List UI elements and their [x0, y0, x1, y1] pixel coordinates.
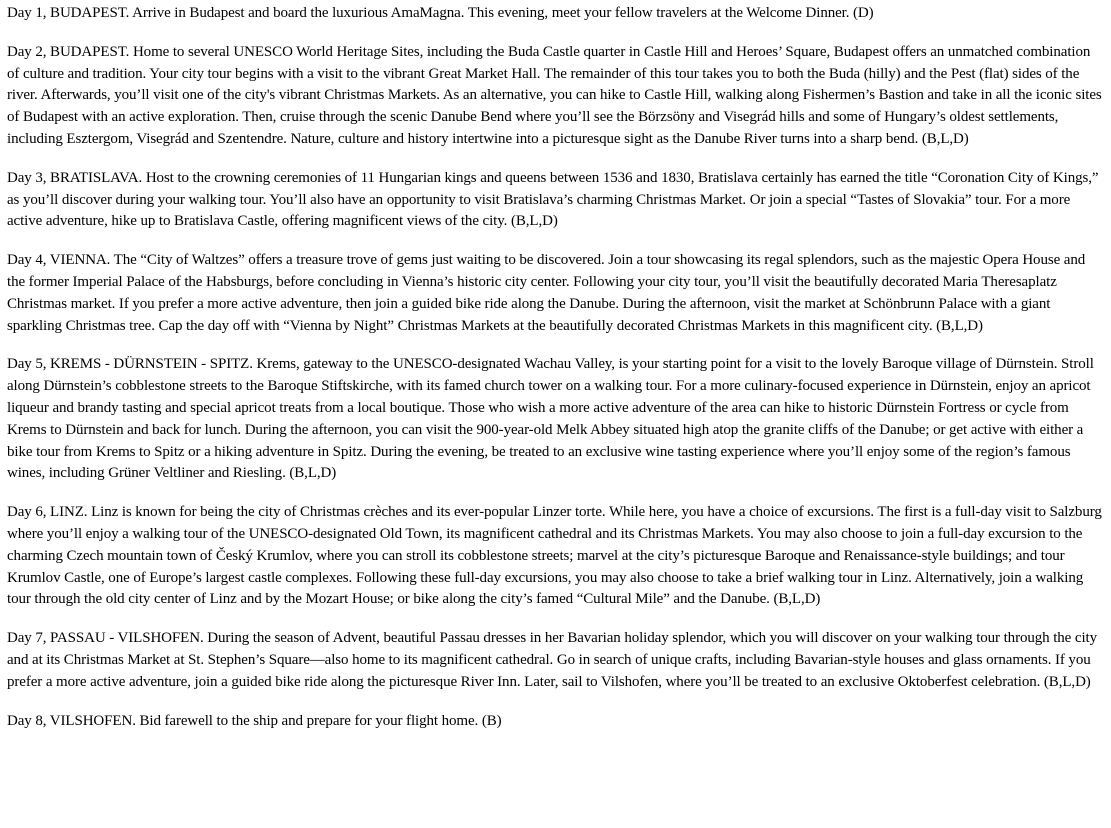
itinerary-day-2: Day 2, BUDAPEST. Home to several UNESCO World Heritage Sites, including the Buda Castle quarter in Castle Hill and Heroes’ Square, Budapest offers an unmatched combination of culture and tradition. Your city tour begins with a visit to the vibrant Great Market Hall. The remainder of this tour takes you to both the Buda (hilly) and the Pest (flat) sides of the river. Afterwards, you’ll visit one of the city's vibrant Christmas Markets. As an alternative, you can hike to Castle Hill, walking along Fishermen’s Bastion and take in all the iconic sites of Budapest with an active exploration. Then, cruise through the scenic Danube Bend where you’ll see the Börzsöny and Visegrád hills and some of Hungary’s oldest settlements, including Esztergom, Visegrád and Szentendre. Nature, culture and history intertwine into a picturesque sight as the Danube River turns into a sharp bend. (B,L,D) — [7, 43, 1102, 147]
itinerary-document — [7, 3, 1104, 732]
itinerary-day-8: Day 8, VILSHOFEN. Bid farewell to the ship and prepare for your flight home. (B) — [7, 712, 502, 729]
itinerary-day-1: Day 1, BUDAPEST. Arrive in Budapest and board the luxurious AmaMagna. This evening, meet your fellow travelers at the Welcome Dinner. (D) — [7, 5, 874, 21]
itinerary-day-6: Day 6, LINZ. Linz is known for being the city of Christmas crèches and its ever-popular Linzer torte. While here, you have a choice of excursions. The first is a full-day visit to Salzburg where you’ll enjoy a walking tour of the UNESCO-designated Old Town, its magnificent cathedral and its Christmas Markets. You may also choose to join a full-day excursion to the charming Czech mountain town of Český Krumlov, where you can stroll its cobblestone streets; marvel at the city’s picturesque Baroque and Renaissance-style buildings; and tour Krumlov Castle, one of Europe’s largest castle complexes. Following these full-day excursions, you may also choose to take a brief walking tour in Linz. Alternatively, join a walking tour through the old city center of Linz and by the Mozart House; or bike along the city’s famed “Cultural Mile” and the Danube. (B,L,D) — [7, 504, 1102, 608]
itinerary-day-4: Day 4, VIENNA. The “City of Waltzes” offers a treasure trove of gems just waiting to be discovered. Join a tour showcasing its regal splendors, such as the majestic Opera House and the former Imperial Palace of the Habsburgs, before concluding in Vienna’s historic city center. Following your city tour, you’ll visit the beautifully decorated Maria Theresaplatz Christmas market. If you prefer a more active adventure, then join a guided bike ride along the Danube. During the afternoon, visit the market at Schönbrunn Palace with a giant sparkling Christmas tree. Cap the day off with “Vienna by Night” Christmas Markets at the beautifully decorated Christmas Markets in this magnificent city. (B,L,D) — [7, 252, 1086, 334]
itinerary-day-3: Day 3, BRATISLAVA. Host to the crowning ceremonies of 11 Hungarian kings and queens between 1536 and 1830, Bratislava certainly has earned the title “Coronation City of Kings,” as you’ll discover during your walking tour. You’ll also have an opportunity to visit Bratislava’s charming Christmas Market. Or join a special “Tastes of Slovakia” tour. For a more active adventure, hike up to Bratislava Castle, offering magnificent views of the city. (B,L,D) — [7, 169, 1099, 230]
itinerary-day-5: Day 5, KREMS - DÜRNSTEIN - SPITZ. Krems, gateway to the UNESCO-designated Wachau Valley, is your starting point for a visit to the lovely Baroque village of Dürnstein. Stroll along Dürnstein’s cobblestone streets to the Baroque Stiftskirche, with its famed church tower on a walking tour. For a more culinary-focused experience in Dürnstein, enjoy an apricot liqueur and brandy tasting and special apricot treats from a local boutique. Those who wish a more active adventure of the area can hike to historic Dürnstein Fortress or cycle from Krems to Dürnstein and back for lunch. During the afternoon, you can visit the 900-year-old Melk Abbey situated high atop the granite cliffs of the Danube; or get active with either a bike tour from Krems to Spitz or a hiking adventure in Spitz. During the evening, be treated to an exclusive wine tasting experience where you’ll enjoy some of the region’s famous wines, including Grüner Veltliner and Riesling. (B,L,D) — [7, 356, 1094, 482]
itinerary-day-7: Day 7, PASSAU - VILSHOFEN. During the season of Advent, beautiful Passau dresses in her Bavarian holiday splendor, which you will discover on your walking tour through the city and at its Christmas Market at St. Stephen’s Square—also home to its magnificent cathedral. Go in search of unique crafts, including Bavarian-style houses and glass ornaments. If you prefer a more active adventure, join a guided bike ride along the picturesque River Inn. Later, sail to Vilshofen, where you’ll be treated to an exclusive Oktoberfest celebration. (B,L,D) — [7, 630, 1097, 690]
